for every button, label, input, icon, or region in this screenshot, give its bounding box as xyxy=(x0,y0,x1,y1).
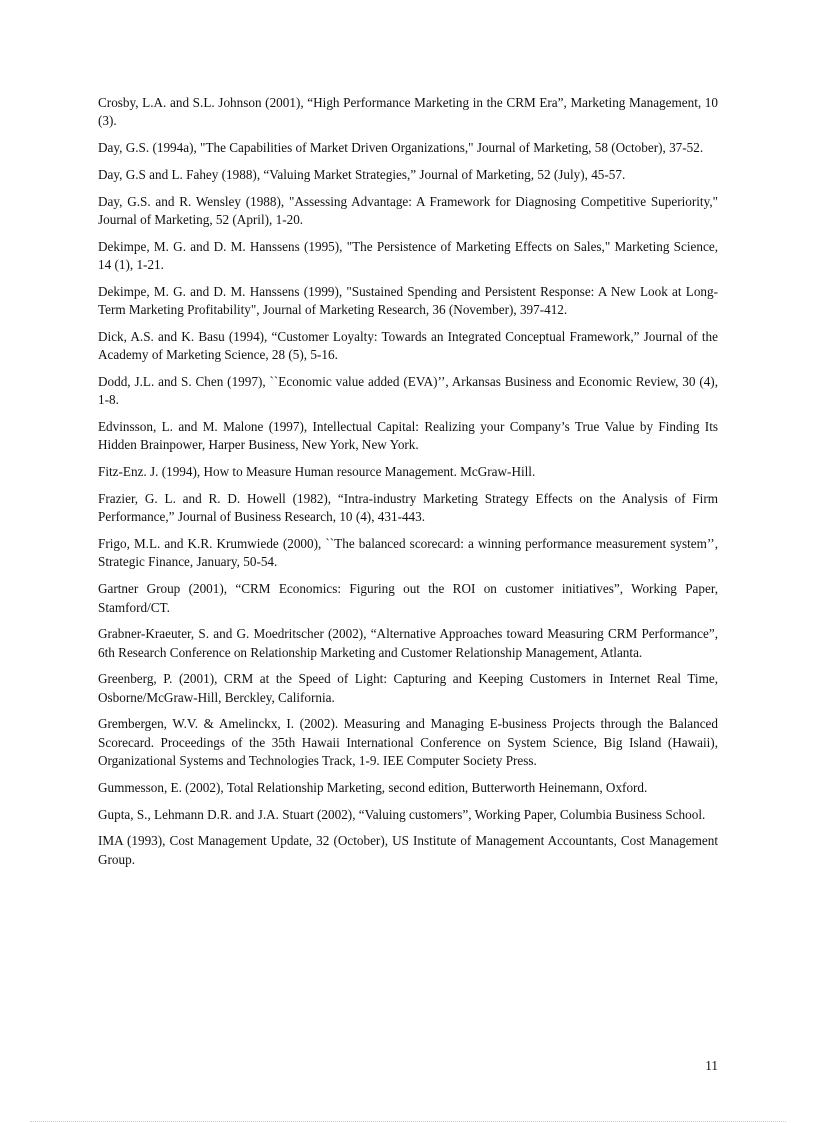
reference-entry: Grabner-Kraeuter, S. and G. Moedritscher (2002), “Alternative Approaches toward Measuring CRM Performance”, 6th Research Conference on Relationship Marketing and Customer Relationship Management, Atlanta. xyxy=(98,626,718,660)
reference-entry: Gartner Group (2001), “CRM Economics: Figuring out the ROI on customer initiatives”, Working Paper, Stamford/CT. xyxy=(98,581,718,615)
reference-entry: Day, G.S. and R. Wensley (1988), "Assessing Advantage: A Framework for Diagnosing Competitive Superiority," Journal of Marketing, 52 (April), 1-20. xyxy=(98,193,718,227)
reference-entry: IMA (1993), Cost Management Update, 32 (October), US Institute of Management Accountants, Cost Management Group. xyxy=(98,833,718,867)
reference-entry: Frazier, G. L. and R. D. Howell (1982), “Intra-industry Marketing Strategy Effects on the Analysis of Firm Performance,” Journal of Business Research, 10 (4), 431-443. xyxy=(98,490,718,525)
page-bottom-divider xyxy=(30,1121,786,1122)
reference-entry: Dodd, J.L. and S. Chen (1997), ``Economic value added (EVA)’’, Arkansas Business and Economic Review, 30 (4), 1-8. xyxy=(98,373,718,408)
reference-entry: Greenberg, P. (2001), CRM at the Speed of Light: Capturing and Keeping Customers in Internet Real Time, Osborne/McGraw-Hill, Berckley, California. xyxy=(98,671,718,705)
page-number: 11 xyxy=(705,1058,718,1073)
reference-entry: Dick, A.S. and K. Basu (1994), “Customer Loyalty: Towards an Integrated Conceptual Framework,” Journal of the Academy of Marketing Science, 28 (5), 5-16. xyxy=(98,328,718,363)
reference-entry: Dekimpe, M. G. and D. M. Hanssens (1995), "The Persistence of Marketing Effects on Sales," Marketing Science, 14 (1), 1-21. xyxy=(98,238,718,273)
reference-entry: Gummesson, E. (2002), Total Relationship Marketing, second edition, Butterworth Heinemann, Oxford. xyxy=(98,779,648,795)
reference-entry: Edvinsson, L. and M. Malone (1997), Intellectual Capital: Realizing your Company’s True Value by Finding Its Hidden Brainpower, Harper Business, New York, New York. xyxy=(98,419,718,453)
reference-entry: Day, G.S. (1994a), "The Capabilities of Market Driven Organizations," Journal of Marketing, 58 (October), 37-52. xyxy=(98,140,704,156)
reference-entry: Dekimpe, M. G. and D. M. Hanssens (1999), "Sustained Spending and Persistent Response: A New Look at Long-Term Marketing Profitability", Journal of Marketing Research, 36 (November), 397-412. xyxy=(98,283,718,318)
reference-entry: Frigo, M.L. and K.R. Krumwiede (2000), ``The balanced scorecard: a winning performance measurement system’’, Strategic Finance, January, 50-54. xyxy=(98,535,718,570)
reference-entry: Gupta, S., Lehmann D.R. and J.A. Stuart (2002), “Valuing customers”, Working Paper, Columbia Business School. xyxy=(98,806,706,822)
reference-entry: Day, G.S and L. Fahey (1988), “Valuing Market Strategies,” Journal of Marketing, 52 (July), 45-57. xyxy=(98,166,626,182)
reference-entry: Fitz-Enz. J. (1994), How to Measure Human resource Management. McGraw-Hill. xyxy=(98,464,536,480)
reference-entry: Crosby, L.A. and S.L. Johnson (2001), “High Performance Marketing in the CRM Era”, Marketing Management, 10 (3). xyxy=(98,95,718,129)
reference-list xyxy=(98,94,718,877)
reference-entry: Grembergen, W.V. & Amelinckx, I. (2002). Measuring and Managing E-business Projects through the Balanced Scorecard. Proceedings of the 35th Hawaii International Conference on System Science, Big Island (Hawaii), Organizational Systems and Technologies Track, 1-9. IEE Computer Society Press. xyxy=(98,716,718,769)
